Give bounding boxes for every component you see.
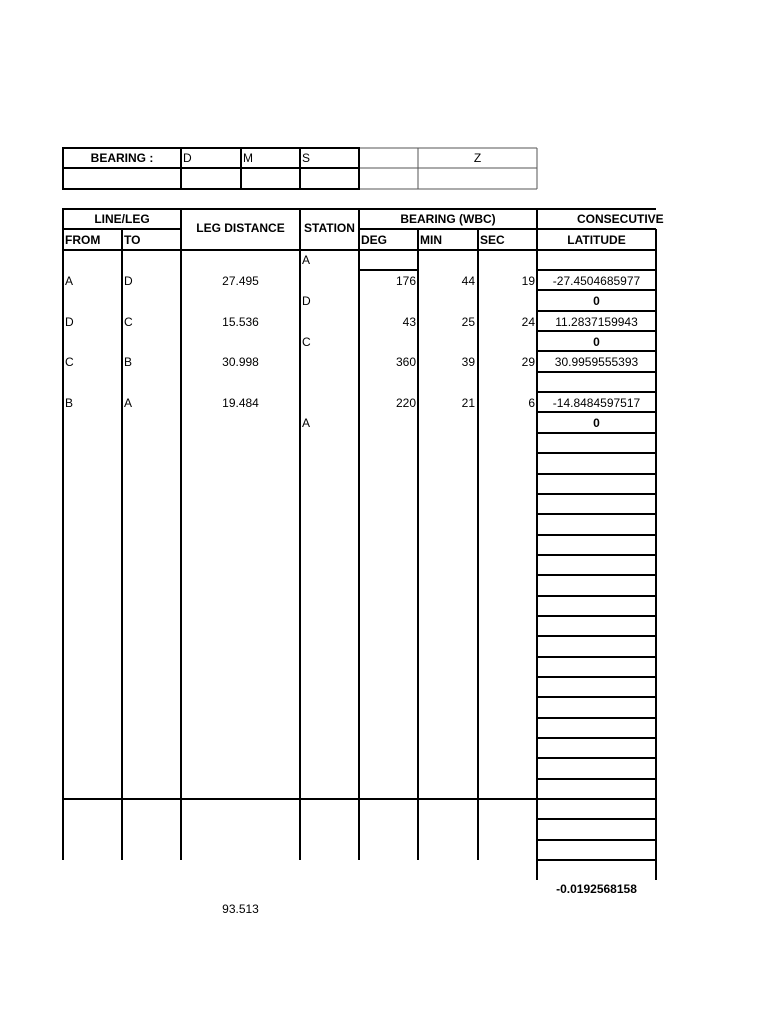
leg-latitude: 11.2837159943 xyxy=(555,315,638,329)
latitude-total: -0.0192568158 xyxy=(556,882,637,896)
leg-from: A xyxy=(65,274,74,288)
header-consecutive: CONSECUTIVE xyxy=(577,212,664,226)
leg-deg: 43 xyxy=(402,315,416,329)
leg-to: B xyxy=(124,355,133,369)
leg-distance: 27.495 xyxy=(222,274,259,288)
leg-to: D xyxy=(124,274,133,288)
leg-deg: 176 xyxy=(395,274,416,288)
leg-from: D xyxy=(65,315,74,329)
header-from: FROM xyxy=(65,233,101,247)
header-to: TO xyxy=(124,233,141,247)
header-min: MIN xyxy=(420,233,442,247)
leg-to: A xyxy=(124,396,133,410)
latitude-zero-value: 0 xyxy=(593,335,600,349)
z-label: Z xyxy=(473,151,482,165)
leg-sec: 24 xyxy=(521,315,535,329)
leg-sec: 6 xyxy=(528,396,535,410)
leg-from: C xyxy=(65,355,74,369)
leg-min: 21 xyxy=(461,396,475,410)
leg-min: 44 xyxy=(461,274,475,288)
leg-latitude: -27.4504685977 xyxy=(552,274,641,288)
seconds-label: S xyxy=(302,151,311,165)
header-line-leg: LINE/LEG xyxy=(94,212,150,226)
latitude-zero-value: 0 xyxy=(593,416,600,430)
station-label: A xyxy=(302,253,311,267)
station-label: D xyxy=(302,294,311,308)
leg-distance: 15.536 xyxy=(222,315,259,329)
station-label: A xyxy=(302,416,311,430)
leg-latitude: 30.9959555393 xyxy=(554,355,639,369)
header-leg-distance: LEG DISTANCE xyxy=(196,221,285,235)
leg-distance: 19.484 xyxy=(222,396,259,410)
header-bearing-wbc: BEARING (WBC) xyxy=(400,212,496,226)
leg-sec: 19 xyxy=(521,274,535,288)
leg-to: C xyxy=(124,315,133,329)
leg-deg: 220 xyxy=(395,396,416,410)
leg-from: B xyxy=(65,396,74,410)
leg-distance: 30.998 xyxy=(222,355,259,369)
bearing-label: BEARING : xyxy=(90,151,154,165)
header-station: STATION xyxy=(304,221,355,235)
leg-deg: 360 xyxy=(395,355,416,369)
leg-sec: 29 xyxy=(521,355,535,369)
leg-min: 25 xyxy=(461,315,475,329)
header-deg: DEG xyxy=(361,233,388,247)
minutes-label: M xyxy=(243,151,253,165)
header-sec: SEC xyxy=(480,233,505,247)
leg-latitude: -14.8484597517 xyxy=(552,396,641,410)
degrees-label: D xyxy=(183,151,192,165)
station-label: C xyxy=(302,335,311,349)
header-latitude: LATITUDE xyxy=(567,233,626,247)
distance-total: 93.513 xyxy=(222,902,259,916)
leg-min: 39 xyxy=(461,355,475,369)
latitude-zero-value: 0 xyxy=(593,294,600,308)
